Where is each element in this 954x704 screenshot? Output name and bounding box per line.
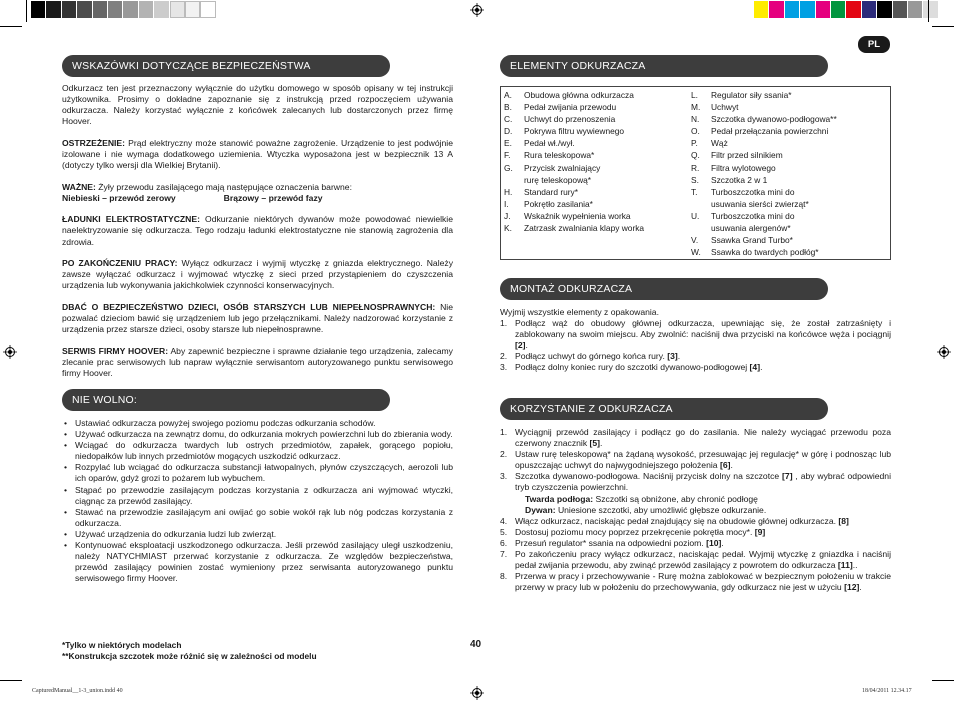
gray-swatch	[185, 1, 200, 18]
part-letter: E.	[504, 138, 512, 149]
part-label: Pokrywa filtru wywiewnego	[524, 126, 625, 137]
part-letter: R.	[691, 162, 700, 173]
part-letter: O.	[691, 126, 700, 137]
part-label: usuwania alergenów*	[711, 223, 791, 234]
usage-step-1: 1. Wyciągnij przewód zasilający i podłącz go do zasilania. Nie należy wyciągać przewodu poza czerwony znacznik [5].	[500, 427, 891, 449]
cmyk-swatch	[923, 1, 938, 18]
crop-mark	[928, 0, 929, 22]
part-row	[504, 198, 689, 210]
assembly-step: 3. Podłącz dolny koniec rury do szczotki dywanowo-podłogowej [4].	[500, 362, 763, 373]
usage-step-4: 4. Włącz odkurzacz, naciskając pedał znajdujący się na obudowie głównej odkurzacza. [8]	[500, 515, 849, 526]
file-slug: CapturedManual__1-3_union.indd 40	[32, 688, 123, 694]
assembly-text-block	[500, 307, 891, 374]
gray-swatch	[31, 1, 46, 18]
after-use-paragraph: PO ZAKOŃCZENIU PRACY: Wyłącz odkurzacz i wyjmij wtyczkę z gniazda elektrycznego. Należy zawsze wyłączać odkurzacz i wyjmować wtyczkę z sieci przed przystąpieniem do czyszczenia urządzenia lub wykonywania jakichkolwiek czynności konserwacyjnych.	[62, 258, 453, 291]
part-row	[691, 174, 891, 186]
part-letter: D.	[504, 126, 513, 137]
part-row	[691, 149, 891, 161]
part-label: Przycisk zwalniający	[524, 162, 601, 173]
part-label: Rura teleskopowa*	[524, 150, 595, 161]
cmyk-swatch	[816, 1, 831, 18]
dont-item: • Wciągać do odkurzacza twardych lub ostrych przedmiotów, zapałek, gorącego popiołu, niedopałków lub innych przedmiotów mogących uszkodzić odkurzacz.	[62, 440, 453, 462]
gray-swatch	[62, 1, 77, 18]
cmyk-swatch	[893, 1, 908, 18]
part-row	[504, 113, 689, 125]
page-number: 40	[470, 639, 482, 650]
cmyk-color-bar	[754, 1, 939, 18]
part-label: Regulator siły ssania*	[711, 90, 792, 100]
usage-text-block	[500, 427, 891, 593]
cmyk-swatch	[877, 1, 892, 18]
part-row	[504, 89, 689, 101]
gray-swatch	[108, 1, 123, 18]
language-badge: PL	[858, 36, 890, 53]
dont-item: • Ustawiać odkurzacza powyżej swojego poziomu podczas odkurzania schodów.	[62, 418, 453, 429]
footnote-brush-design: **Konstrukcja szczotek może różnić się w zależności od modelu	[62, 651, 317, 662]
date-slug: 18/04/2011 12.34.17	[862, 688, 912, 694]
part-label: Turboszczotka mini do	[711, 210, 795, 221]
dont-list-block	[62, 418, 453, 584]
dont-list	[62, 418, 453, 584]
part-letter: P.	[691, 138, 698, 149]
crop-mark	[26, 0, 27, 22]
part-letter: U.	[691, 210, 700, 221]
parts-table	[500, 86, 891, 260]
part-row	[691, 246, 891, 258]
part-row	[691, 89, 891, 101]
part-letter: N.	[691, 114, 700, 125]
parts-column-1	[504, 89, 689, 234]
grayscale-color-bar	[31, 1, 216, 18]
part-label: Pokrętło zasilania*	[524, 198, 593, 209]
part-letter: S.	[691, 174, 699, 185]
wire-brown: Brązowy – przewód fazy	[223, 192, 323, 203]
part-row	[504, 210, 689, 222]
hard-floor-note: Twarda podłoga: Szczotki są obniżone, aby chronić podłogę	[525, 493, 758, 504]
gray-swatch	[123, 1, 138, 18]
gray-swatch	[139, 1, 154, 18]
part-letter: V.	[691, 235, 699, 246]
part-row	[691, 137, 891, 149]
dont-item: • Stąpać po przewodzie zasilającym podczas korzystania z odkurzacza ani wyjmować wtyczki, ciągnąc za przewód zasilający.	[62, 485, 453, 507]
assembly-section-header: MONTAŻ ODKURZACZA	[500, 278, 828, 300]
part-letter: C.	[504, 114, 513, 125]
part-label: rurę teleskopową*	[524, 174, 592, 185]
dont-item: • Stawać na przewodzie zasilającym ani owijać go sobie wokół rąk lub nóg podczas korzystania z odkurzacza.	[62, 507, 453, 529]
part-row	[504, 162, 689, 174]
wire-blue: Niebieski – przewód zerowy	[62, 192, 176, 203]
part-label: Uchwyt	[711, 102, 739, 113]
part-row	[691, 101, 891, 113]
part-letter: K.	[504, 223, 512, 234]
static-paragraph: ŁADUNKI ELEKTROSTATYCZNE: Odkurzanie niektórych dywanów może powodować niewielkie naelektryzowanie się odkurzacza. Tego rodzaju ładunki elektrostatyczne nie stanowią zagrożenia dla zdrowia.	[62, 214, 453, 247]
part-label: Pedał przełączania powierzchni	[711, 126, 829, 137]
safety-intro: Odkurzacz ten jest przeznaczony wyłącznie do użytku domowego w sposób opisany w tej instrukcji użytkownika. Prosimy o dokładne zapoznanie się z instrukcją przed rozpoczęciem używania odkurzacza. Należy korzystać wyłącznie z końcówek zalecanych lub dostarczonych przez firmę Hoover.	[62, 83, 453, 127]
cmyk-swatch	[800, 1, 815, 18]
safety-text-block	[62, 83, 453, 389]
part-row	[504, 101, 689, 113]
part-label: Pedał zwijania przewodu	[524, 102, 617, 113]
part-row	[691, 198, 891, 210]
assembly-step: 1. Podłącz wąż do obudowy głównej odkurzacza, upewniając się, że został zatrzaśnięty i zablokowany na swoim miejscu. Aby zwolnić: naciśnij dwa przyciski na końcówce węża i pociągnij [2].	[500, 318, 891, 351]
part-letter: J.	[504, 210, 511, 221]
gray-swatch	[154, 1, 169, 18]
cmyk-swatch	[769, 1, 784, 18]
part-letter	[691, 198, 711, 210]
parts-section-header: ELEMENTY ODKURZACZA	[500, 55, 828, 77]
part-letter: Q.	[691, 150, 700, 161]
part-letter: T.	[691, 186, 698, 197]
part-letter	[691, 222, 711, 234]
usage-step-2: 2. Ustaw rurę teleskopową* na żądaną wysokość, przesuwając jej regulację* w górę i podnosząc lub opuszczając uchwyt do najwygodniejszego położenia [6].	[500, 449, 891, 471]
gray-swatch	[170, 1, 185, 18]
part-row	[504, 149, 689, 161]
part-label: Ssawka do twardych podłóg*	[711, 247, 819, 258]
children-paragraph: DBAĆ O BEZPIECZEŃSTWO DZIECI, OSÓB STARSZYCH LUB NIEPEŁNOSPRAWNYCH: Nie pozwalać dzieciom bawić się urządzeniem lub jego przełącznikami. Należy nadzorować korzystanie z urządzenia przez starsze dzieci, osoby starsze lub niepełnosprawne.	[62, 301, 453, 335]
part-label: Filtr przed silnikiem	[711, 150, 783, 161]
part-letter: A.	[504, 90, 512, 100]
part-letter: I.	[504, 198, 509, 209]
gray-swatch	[93, 1, 108, 18]
part-letter: H.	[504, 186, 513, 197]
assembly-intro: Wyjmij wszystkie elementy z opakowania.	[500, 307, 659, 317]
part-row	[691, 234, 891, 246]
part-row	[691, 186, 891, 198]
part-row	[504, 174, 689, 186]
part-letter: M.	[691, 102, 701, 113]
cmyk-swatch	[908, 1, 923, 18]
part-letter: W.	[691, 247, 701, 258]
gray-swatch	[200, 1, 215, 18]
cmyk-swatch	[846, 1, 861, 18]
crop-mark	[932, 680, 954, 681]
usage-steps	[500, 427, 891, 593]
part-row	[504, 137, 689, 149]
crop-mark	[0, 26, 22, 27]
part-letter: F.	[504, 150, 511, 161]
part-letter: L.	[691, 90, 698, 100]
assembly-step: 2. Podłącz uchwyt do górnego końca rury. [3].	[500, 351, 681, 362]
part-label: Szczotka dywanowo-podłogowa**	[711, 114, 837, 125]
part-row	[691, 210, 891, 222]
cmyk-swatch	[785, 1, 800, 18]
usage-step-7: 7. Po zakończeniu pracy wyłącz odkurzacz, naciskając pedał. Wyjmij wtyczkę z gniazdka i naciśnij pedał zwijania przewodu, aby zwinąć przewód zasilający z powrotem do odkurzacza [11]..	[500, 549, 891, 571]
dont-item: • Używać odkurzacza na zewnątrz domu, do odkurzania mokrych powierzchni lub do zbierania wody.	[62, 429, 453, 440]
usage-step-5: 5. Dostosuj poziomu mocy poprzez przekręcenie pokrętła mocy*. [9]	[500, 526, 766, 537]
usage-step-3: 3. Szczotka dywanowo-podłogowa. Naciśnij przycisk dolny na szczotce [7] , aby wybrać odpowiedni tryb czyszczenia powierzchni. Twarda podłoga: Szczotki są obniżone, aby chronić podłogę Dywan: Uniesione szczotki, aby umożliwić głębsze odkurzanie.	[500, 471, 891, 515]
footnote-some-models: *Tylko w niektórych modelach	[62, 640, 182, 650]
part-label: Uchwyt do przenoszenia	[524, 114, 616, 125]
registration-mark-icon	[470, 686, 484, 700]
dont-item: • Kontynuować eksploatacji uszkodzonego odkurzacza. Jeśli przewód zasilający uległ uszkodzeniu, należy NATYCHMIAST przerwać korzystanie z odkurzacza. Ze względów bezpieczeństwa, przewód zasilający powinien zostać wymieniony przez serwisanta autoryzowanego punktu serwisowego firmy Hoover.	[62, 540, 453, 584]
part-label: Zatrzask zwalniania klapy worka	[524, 223, 645, 234]
part-row	[504, 186, 689, 198]
part-row	[504, 222, 689, 234]
dont-item: • Używać urządzenia do odkurzania ludzi lub zwierząt.	[62, 529, 453, 540]
footnotes	[62, 640, 317, 663]
part-label: Obudowa główna odkurzacza	[524, 90, 634, 100]
part-row	[691, 162, 891, 174]
part-letter: B.	[504, 102, 512, 113]
crop-mark	[0, 680, 22, 681]
part-letter: G.	[504, 162, 513, 173]
cmyk-swatch	[831, 1, 846, 18]
part-label: usuwania sierści zwierząt*	[711, 198, 809, 209]
usage-section-header: KORZYSTANIE Z ODKURZACZA	[500, 398, 828, 420]
registration-mark-icon	[470, 3, 484, 17]
gray-swatch	[46, 1, 61, 18]
part-label: Standard rury*	[524, 186, 578, 197]
part-label: Szczotka 2 w 1	[711, 174, 768, 185]
registration-mark-icon	[937, 345, 951, 359]
important-paragraph: WAŻNE: Żyły przewodu zasilającego mają następujące oznaczenia barwne: Niebieski – przewód zerowy Brązowy – przewód fazy	[62, 181, 352, 203]
crop-mark	[932, 26, 954, 27]
usage-step-8: 8. Przerwa w pracy i przechowywanie - Rurę można zablokować w bezpiecznym położeniu w trakcie przerwy w pracy lub w położeniu do przechowywania, gdy odkurzacz nie jest w użyciu [12].	[500, 571, 891, 593]
part-label: Turboszczotka mini do	[711, 186, 795, 197]
part-label: Ssawka Grand Turbo*	[711, 235, 793, 246]
cmyk-swatch	[862, 1, 877, 18]
registration-mark-icon	[3, 345, 17, 359]
assembly-steps	[500, 318, 891, 373]
part-row	[504, 125, 689, 137]
part-letter	[504, 174, 524, 186]
cmyk-swatch	[754, 1, 769, 18]
part-label: Wąż	[711, 138, 728, 149]
safety-section-header: WSKAZÓWKI DOTYCZĄCE BEZPIECZEŃSTWA	[62, 55, 390, 77]
part-row	[691, 222, 891, 234]
service-paragraph: SERWIS FIRMY HOOVER: Aby zapewnić bezpieczne i sprawne działanie tego urządzenia, zalecamy zlecanie prac serwisowych lub napraw wyłącznie serwisantom autoryzowanego punktu serwisowego firmy Hoover.	[62, 345, 453, 378]
part-label: Pedał wł./wył.	[524, 138, 575, 149]
dont-item: • Rozpylać lub wciągać do odkurzacza substancji łatwopalnych, płynów czyszczących, aerozoli lub ich oparów, gdyż grozi to pożarem lub wybuchem.	[62, 462, 453, 484]
part-row	[691, 113, 891, 125]
parts-column-2	[691, 89, 891, 258]
part-label: Wskaźnik wypełnienia worka	[524, 210, 631, 221]
part-label: Filtra wylotowego	[711, 162, 776, 173]
part-row	[691, 125, 891, 137]
gray-swatch	[77, 1, 92, 18]
warning-paragraph: OSTRZEŻENIE: Prąd elektryczny może stanowić poważne zagrożenie. Urządzenie to jest podwójnie izolowane i nie wymaga dodatkowego uziemienia. Wtyczka wyposażona jest w bezpiecznik 13 A (dotyczy tylko wersji dla Wielkiej Brytanii).	[62, 137, 453, 171]
dont-section-header: NIE WOLNO:	[62, 389, 390, 411]
usage-step-6: 6. Przesuń regulator* ssania na odpowiedni poziom. [10].	[500, 537, 724, 548]
carpet-note: Dywan: Uniesione szczotki, aby umożliwić głębsze odkurzanie.	[525, 504, 767, 515]
